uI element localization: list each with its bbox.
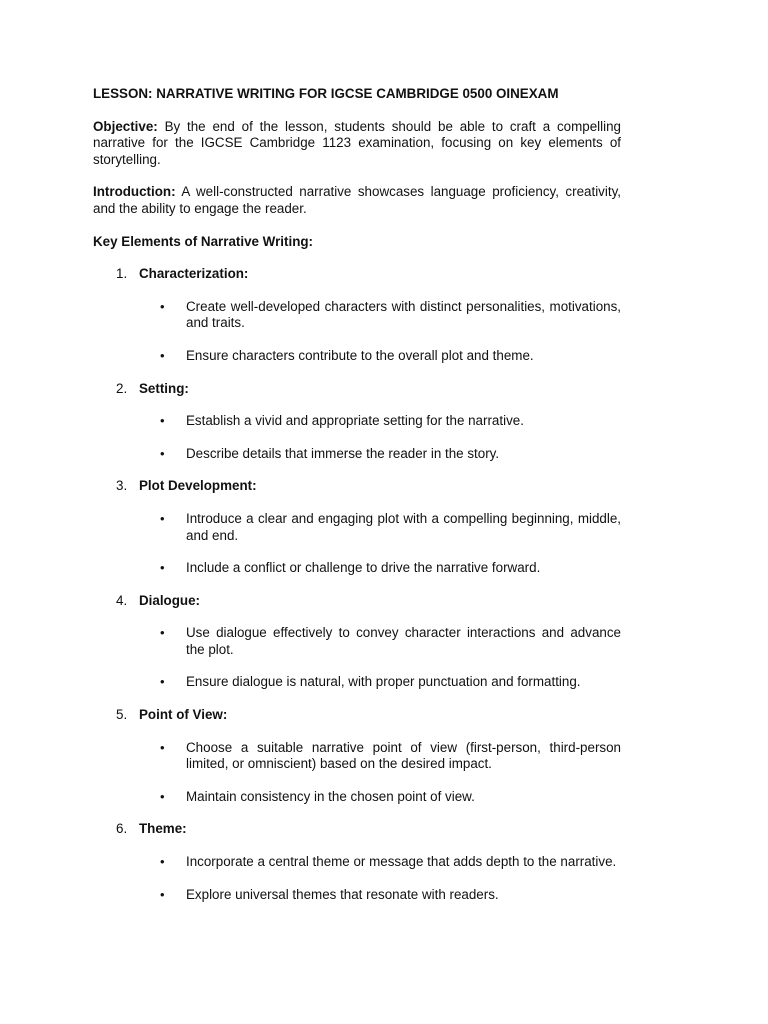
element-item	[93, 821, 621, 903]
bullet-point	[93, 299, 621, 332]
objective-paragraph	[93, 119, 621, 169]
bullet-text: Describe details that immerse the reader in the story.	[186, 445, 500, 461]
bullet-icon: •	[160, 347, 165, 363]
introduction-label: Introduction:	[93, 184, 176, 200]
element-number: 2.	[116, 380, 128, 396]
element-heading	[93, 821, 621, 838]
element-points	[93, 740, 621, 806]
element-item	[93, 593, 621, 691]
element-title: Point of View:	[139, 707, 228, 723]
bullet-icon: •	[160, 674, 165, 690]
bullet-point	[93, 789, 621, 806]
element-item	[93, 266, 621, 364]
bullet-icon: •	[160, 298, 165, 314]
introduction-paragraph	[93, 184, 621, 217]
bullet-text: Maintain consistency in the chosen point of view.	[186, 788, 475, 804]
element-points	[93, 511, 621, 577]
bullet-point	[93, 625, 621, 658]
bullet-icon: •	[160, 854, 165, 870]
element-title: Characterization:	[139, 266, 249, 282]
bullet-text: Establish a vivid and appropriate setting for the narrative.	[186, 413, 524, 429]
bullet-icon: •	[160, 886, 165, 902]
bullet-icon: •	[160, 413, 165, 429]
bullet-point	[93, 887, 621, 904]
bullet-icon: •	[160, 510, 165, 526]
bullet-point	[93, 413, 621, 430]
bullet-icon: •	[160, 625, 165, 641]
bullet-text: Use dialogue effectively to convey character interactions and advance the plot.	[186, 625, 621, 657]
element-heading	[93, 381, 621, 398]
bullet-point	[93, 446, 621, 463]
bullet-text: Choose a suitable narrative point of view (first-person, third-person limited, or omniscient) based on the desired impact.	[186, 739, 621, 772]
bullet-point	[93, 511, 621, 544]
objective-label: Objective:	[93, 118, 158, 134]
bullet-text: Ensure dialogue is natural, with proper punctuation and formatting.	[186, 674, 581, 690]
lesson-title: LESSON: NARRATIVE WRITING FOR IGCSE CAMBRIDGE 0500 OINEXAM	[93, 86, 559, 101]
element-points	[93, 854, 621, 903]
element-title: Theme:	[139, 821, 187, 837]
key-elements-list	[93, 266, 621, 903]
element-points	[93, 625, 621, 691]
element-item	[93, 478, 621, 576]
bullet-text: Create well-developed characters with distinct personalities, motivations, and traits.	[186, 298, 621, 331]
key-elements-heading: Key Elements of Narrative Writing:	[93, 233, 314, 249]
bullet-point	[93, 674, 621, 691]
objective-text: By the end of the lesson, students should be able to craft a compelling narrative for the IGCSE Cambridge 1123 examination, focusing on key elements of storytelling.	[93, 118, 621, 167]
introduction-text: A well-constructed narrative showcases language proficiency, creativity, and the ability to engage the reader.	[93, 184, 621, 216]
bullet-point	[93, 348, 621, 365]
bullet-point	[93, 854, 621, 871]
element-number: 1.	[116, 266, 128, 282]
document-page	[93, 86, 621, 919]
bullet-point	[93, 740, 621, 773]
bullet-text: Introduce a clear and engaging plot with a compelling beginning, middle, and end.	[186, 510, 621, 543]
element-item	[93, 707, 621, 805]
bullet-text: Include a conflict or challenge to drive the narrative forward.	[186, 560, 541, 576]
bullet-text: Incorporate a central theme or message that adds depth to the narrative.	[186, 854, 617, 870]
element-points	[93, 413, 621, 462]
element-heading	[93, 266, 621, 283]
bullet-text: Explore universal themes that resonate with readers.	[186, 886, 499, 902]
element-number: 3.	[116, 478, 128, 494]
element-number: 4.	[116, 592, 128, 608]
element-title: Setting:	[139, 380, 189, 396]
element-heading	[93, 593, 621, 610]
element-heading	[93, 478, 621, 495]
bullet-icon: •	[160, 560, 165, 576]
element-title: Plot Development:	[139, 478, 257, 494]
bullet-icon: •	[160, 788, 165, 804]
element-item	[93, 381, 621, 463]
element-points	[93, 299, 621, 365]
element-heading	[93, 707, 621, 724]
element-title: Dialogue:	[139, 592, 201, 608]
bullet-icon: •	[160, 739, 165, 755]
bullet-icon: •	[160, 445, 165, 461]
bullet-text: Ensure characters contribute to the overall plot and theme.	[186, 347, 534, 363]
bullet-point	[93, 560, 621, 577]
element-number: 6.	[116, 821, 128, 837]
element-number: 5.	[116, 707, 128, 723]
